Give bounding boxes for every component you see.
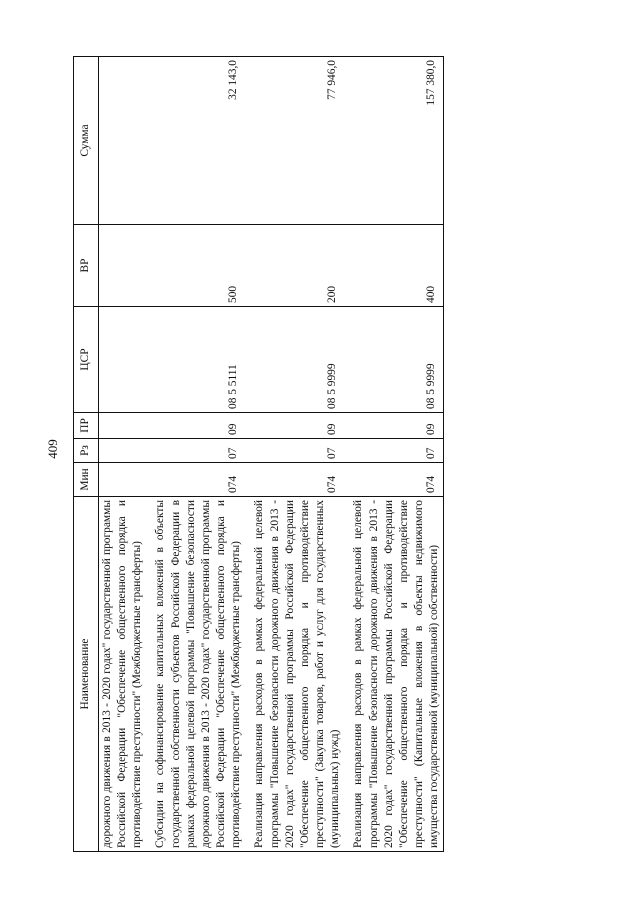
header-name: Наименование [74, 497, 99, 852]
row-rz: 07 [350, 439, 443, 463]
row-name: дорожного движения в 2013 - 2020 годах" государственной программы Российской Федерации "Обеспечение общественного порядка и противодействие преступности" (Межбюджетные трансферты) [99, 497, 147, 852]
row-vr [99, 225, 147, 307]
row-pr: 09 [152, 413, 245, 439]
row-vr: 400 [350, 225, 443, 307]
table-row [251, 57, 344, 852]
table-row [350, 57, 443, 852]
row-vr: 500 [152, 225, 245, 307]
header-csr: ЦСР [74, 307, 99, 413]
row-csr: 08 5 5111 [152, 307, 245, 413]
row-name: Реализация направления расходов в рамках федеральной целевой программы "Повышение безопасности дорожного движения в 2013 - 2020 годах" государственной программы Российской Федерации "Обеспечение общественного порядка и противодействие преступности" (Капитальные вложения в объекты недвижимого имущества государственной (муниципальной) собственности) [350, 497, 443, 852]
row-name: Реализация направления расходов в рамках федеральной целевой программы "Повышение безопасности дорожного движения в 2013 - 2020 годах" государственной программы Российской Федерации "Обеспечение общественного порядка и противодействие преступности" (Закупка товаров, работ и услуг для государственных (муниципальных) нужд) [251, 497, 344, 852]
header-min: Мин [74, 463, 99, 497]
header-vr: ВР [74, 225, 99, 307]
page-number: 409 [45, 439, 60, 459]
row-sum: 157 380,0 [350, 57, 443, 225]
row-min [99, 463, 147, 497]
row-pr: 09 [350, 413, 443, 439]
row-sum: 77 946,0 [251, 57, 344, 225]
row-sum [99, 57, 147, 225]
row-min: 074 [350, 463, 443, 497]
table-row [152, 57, 245, 852]
header-sum: Сумма [74, 57, 99, 225]
row-rz: 07 [251, 439, 344, 463]
header-pr: ПР [74, 413, 99, 439]
row-rz: 07 [152, 439, 245, 463]
budget-table-rotated [73, 57, 578, 852]
budget-table [73, 56, 444, 852]
row-csr: 08 5 9999 [350, 307, 443, 413]
row-csr [99, 307, 147, 413]
table-row [99, 57, 147, 852]
row-min: 074 [251, 463, 344, 497]
row-sum: 32 143,0 [152, 57, 245, 225]
row-min: 074 [152, 463, 245, 497]
row-name: Субсидии на софинансирование капитальных вложений в объекты государственной собственности субъектов Российской Федерации в рамках федеральной целевой программы "Повышение безопасности дорожного движения в 2013 - 2020 годах" государственной программы Российской Федерации "Обеспечение общественного порядка и противодействие преступности" (Межбюджетные трансферты) [152, 497, 245, 852]
row-vr: 200 [251, 225, 344, 307]
row-pr: 09 [251, 413, 344, 439]
row-rz [99, 439, 147, 463]
row-csr: 08 5 9999 [251, 307, 344, 413]
header-rz: Рз [74, 439, 99, 463]
table-header-row [74, 57, 99, 852]
row-pr [99, 413, 147, 439]
